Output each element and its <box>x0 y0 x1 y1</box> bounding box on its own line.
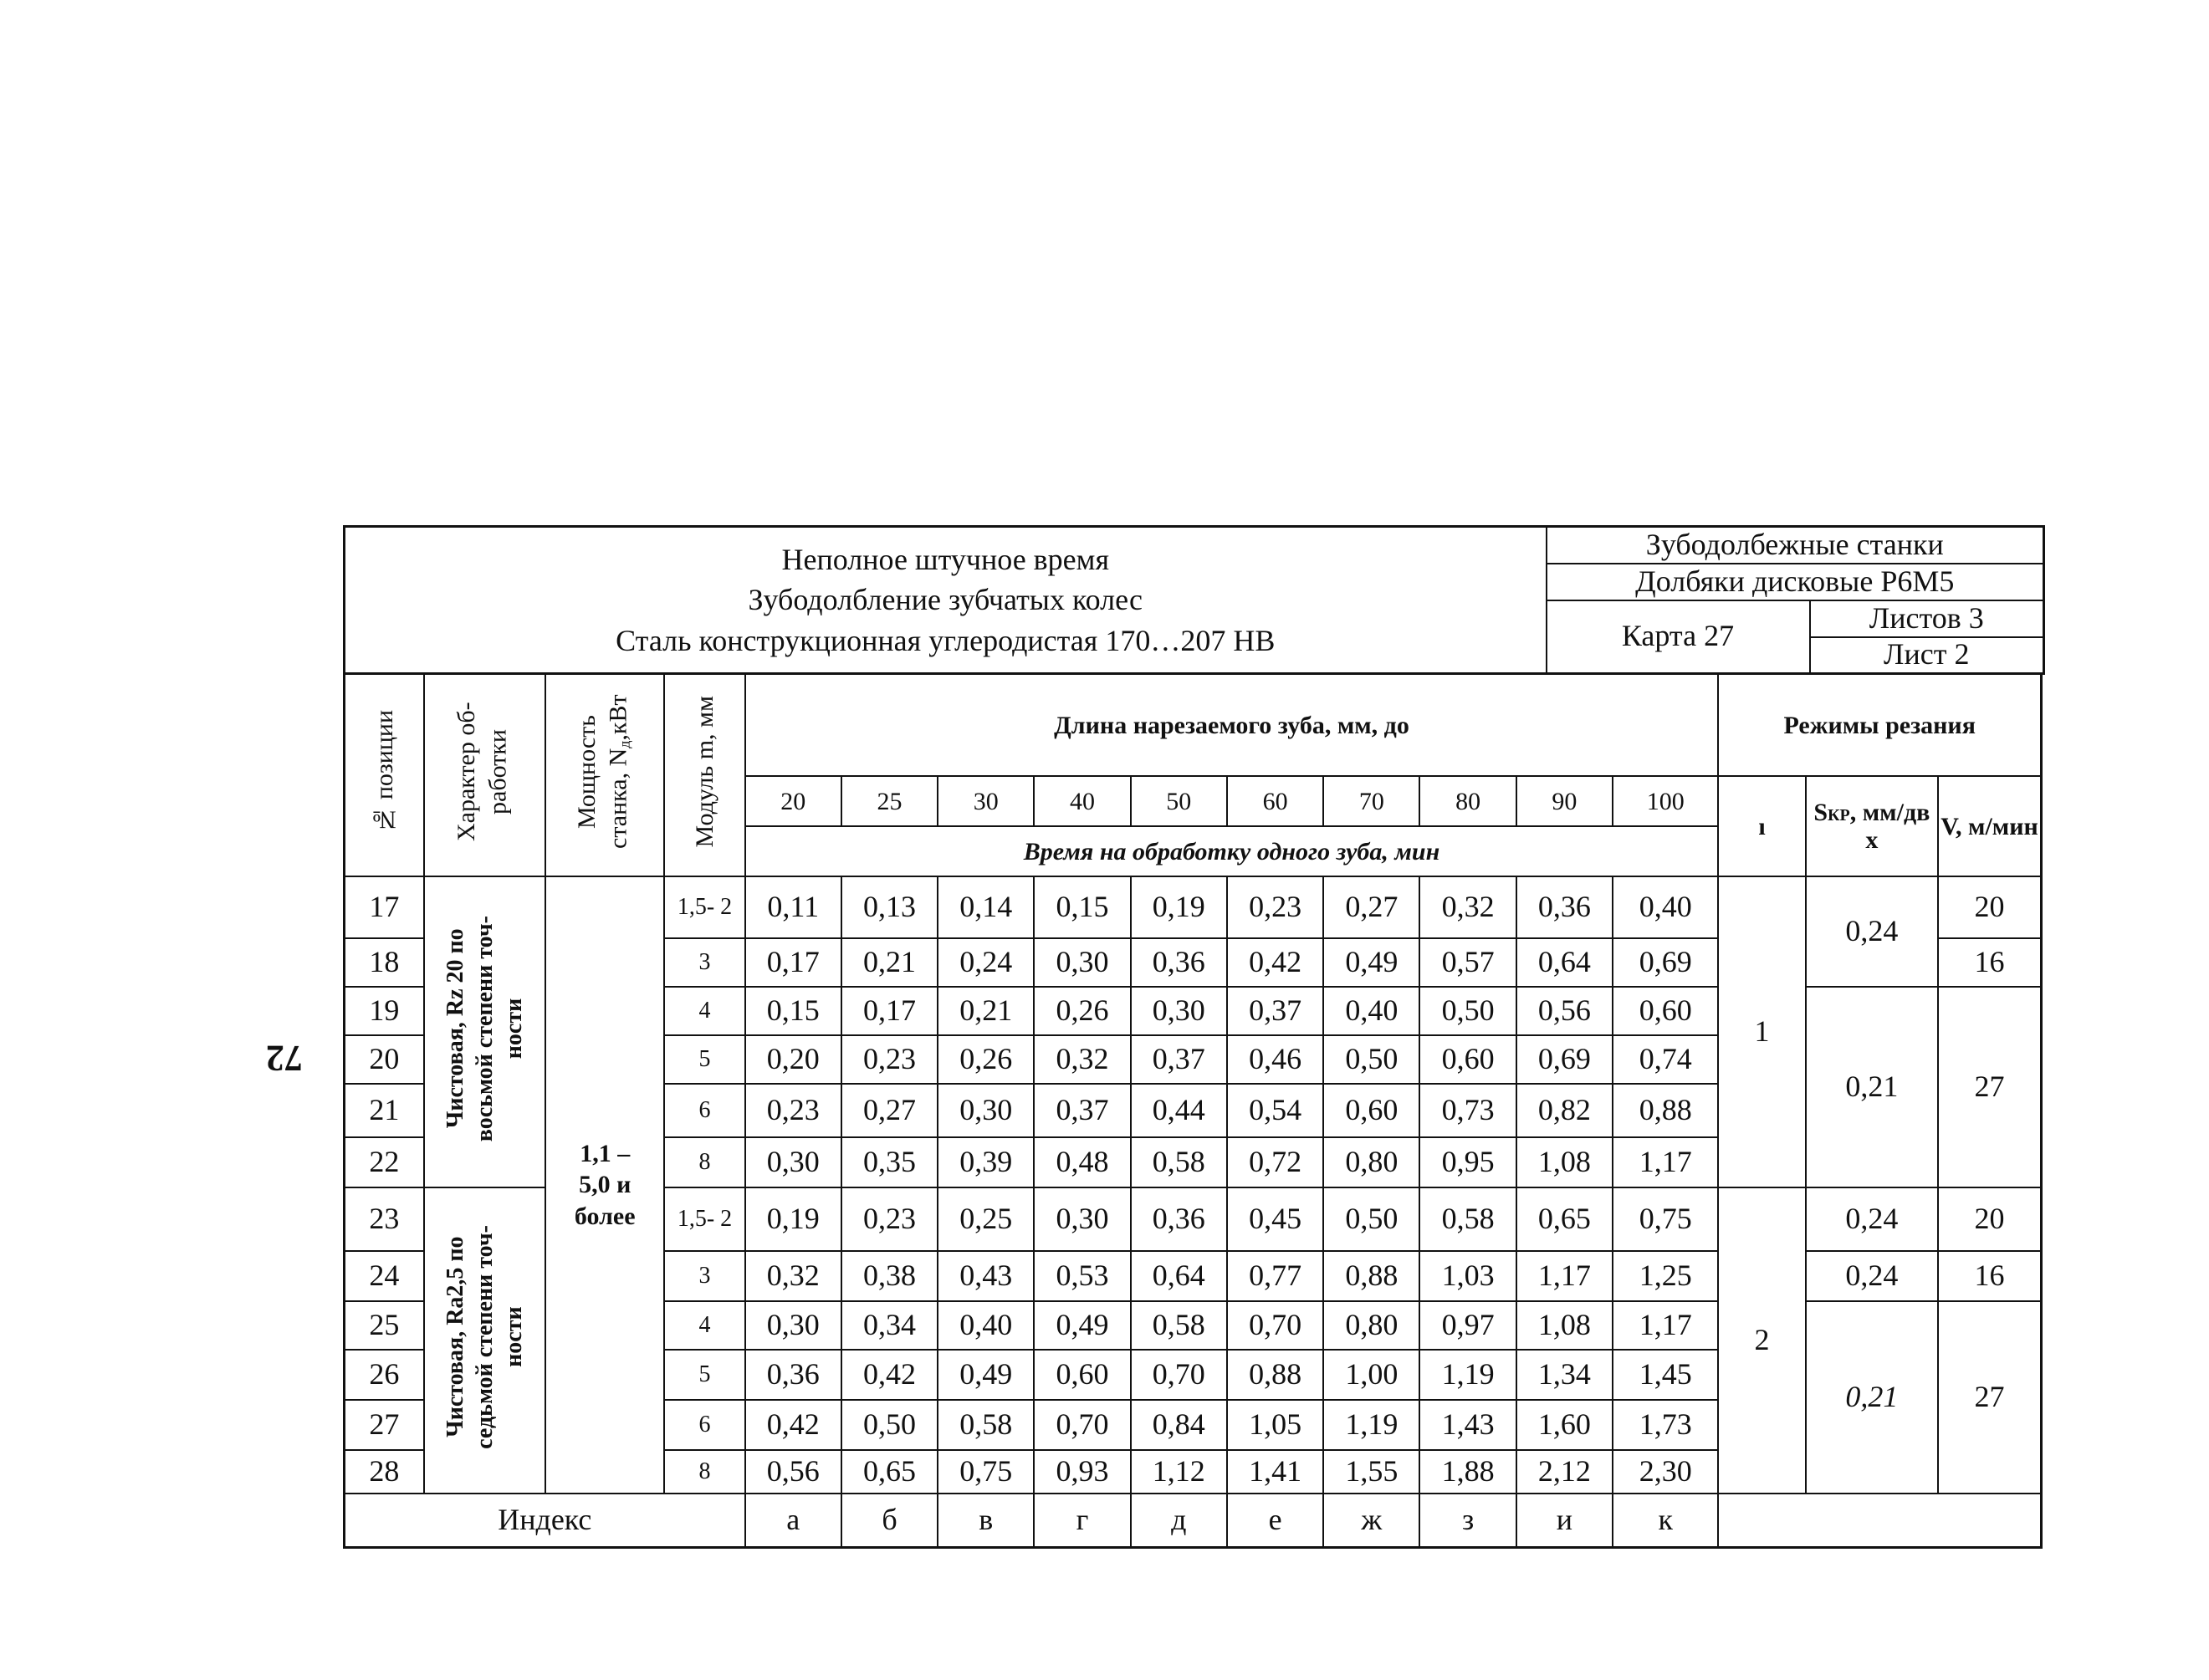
pos-cell: 27 <box>345 1400 424 1450</box>
v-cell: 20 <box>1938 1187 2041 1251</box>
time-cell: 0,46 <box>1227 1035 1323 1084</box>
title-line-2: Зубодолбление зубчатых колес <box>748 583 1143 617</box>
time-cell: 0,72 <box>1227 1137 1323 1187</box>
card-title <box>345 527 1547 674</box>
s-cell: 0,21 <box>1806 1301 1938 1494</box>
index-row <box>345 1494 2042 1547</box>
time-cell: 0,74 <box>1613 1035 1718 1084</box>
time-cell: 0,17 <box>745 938 841 987</box>
module-cell: 8 <box>664 1137 744 1187</box>
time-cell: 0,37 <box>1034 1084 1130 1137</box>
index-letter: д <box>1131 1494 1227 1547</box>
time-cell: 1,08 <box>1516 1301 1613 1350</box>
time-cell: 0,23 <box>841 1035 938 1084</box>
time-cell: 0,23 <box>1227 876 1323 938</box>
time-cell: 0,15 <box>1034 876 1130 938</box>
time-cell: 0,17 <box>841 987 938 1035</box>
sheets-total: Листов 3 <box>1810 600 2044 637</box>
pos-cell: 25 <box>345 1301 424 1350</box>
time-cell: 1,08 <box>1516 1137 1613 1187</box>
time-cell: 2,30 <box>1613 1450 1718 1494</box>
time-cell: 1,60 <box>1516 1400 1613 1450</box>
index-letter: е <box>1227 1494 1323 1547</box>
time-cell: 0,80 <box>1323 1137 1419 1187</box>
time-cell: 0,20 <box>745 1035 841 1084</box>
time-cell: 0,70 <box>1131 1350 1227 1400</box>
title-line-1: Неполное штучное время <box>781 542 1109 576</box>
table-row <box>345 876 2042 938</box>
time-cell: 0,69 <box>1613 938 1718 987</box>
time-cell: 0,60 <box>1323 1084 1419 1137</box>
machine-type: Зубодолбежные станки <box>1547 527 2044 564</box>
length-70: 70 <box>1323 776 1419 826</box>
time-cell: 0,56 <box>745 1450 841 1494</box>
length-20: 20 <box>745 776 841 826</box>
pos-cell: 28 <box>345 1450 424 1494</box>
i-group-2: 2 <box>1718 1187 1805 1494</box>
time-cell: 0,35 <box>841 1137 938 1187</box>
time-cell: 0,42 <box>745 1400 841 1450</box>
time-cell: 1,73 <box>1613 1400 1718 1450</box>
time-cell: 0,30 <box>745 1301 841 1350</box>
length-60: 60 <box>1227 776 1323 826</box>
length-25: 25 <box>841 776 938 826</box>
length-40: 40 <box>1034 776 1130 826</box>
time-cell: 0,95 <box>1419 1137 1516 1187</box>
time-cell: 0,23 <box>841 1187 938 1251</box>
index-letter: а <box>745 1494 841 1547</box>
time-cell: 0,49 <box>1034 1301 1130 1350</box>
i-group-1: 1 <box>1718 876 1805 1187</box>
v-cell: 16 <box>1938 1251 2041 1301</box>
time-cell: 1,88 <box>1419 1450 1516 1494</box>
time-cell: 0,21 <box>841 938 938 987</box>
module-cell: 3 <box>664 1251 744 1301</box>
time-cell: 0,30 <box>1034 1187 1130 1251</box>
time-cell: 0,82 <box>1516 1084 1613 1137</box>
time-cell: 0,43 <box>938 1251 1034 1301</box>
time-cell: 1,41 <box>1227 1450 1323 1494</box>
time-table <box>343 672 2043 1549</box>
length-50: 50 <box>1131 776 1227 826</box>
pos-cell: 22 <box>345 1137 424 1187</box>
length-90: 90 <box>1516 776 1613 826</box>
time-cell: 0,44 <box>1131 1084 1227 1137</box>
col-i-header: ı <box>1718 776 1805 876</box>
time-cell: 1,00 <box>1323 1350 1419 1400</box>
time-cell: 1,12 <box>1131 1450 1227 1494</box>
s-cell: 0,21 <box>1806 987 1938 1187</box>
time-cell: 1,43 <box>1419 1400 1516 1450</box>
time-cell: 0,58 <box>1419 1187 1516 1251</box>
time-cell: 0,58 <box>1131 1137 1227 1187</box>
s-cell: 0,24 <box>1806 1187 1938 1251</box>
time-cell: 0,19 <box>745 1187 841 1251</box>
pos-cell: 26 <box>345 1350 424 1400</box>
time-cell: 1,55 <box>1323 1450 1419 1494</box>
time-cell: 0,13 <box>841 876 938 938</box>
time-cell: 0,30 <box>1131 987 1227 1035</box>
time-cell: 0,30 <box>745 1137 841 1187</box>
pos-cell: 20 <box>345 1035 424 1084</box>
index-empty <box>1718 1494 2041 1547</box>
time-cell: 0,88 <box>1227 1350 1323 1400</box>
pos-cell: 24 <box>345 1251 424 1301</box>
module-cell: 3 <box>664 938 744 987</box>
card-number: Карта 27 <box>1547 600 1810 674</box>
length-100: 100 <box>1613 776 1718 826</box>
time-cell: 0,26 <box>1034 987 1130 1035</box>
time-cell: 0,60 <box>1613 987 1718 1035</box>
col-character-header: Характер об- работки <box>424 674 545 877</box>
time-cell: 0,36 <box>1516 876 1613 938</box>
length-30: 30 <box>938 776 1034 826</box>
time-cell: 0,40 <box>1323 987 1419 1035</box>
index-letter: г <box>1034 1494 1130 1547</box>
index-label: Индекс <box>345 1494 745 1547</box>
time-cell: 0,42 <box>1227 938 1323 987</box>
pos-cell: 21 <box>345 1084 424 1137</box>
time-cell: 0,27 <box>1323 876 1419 938</box>
time-cell: 0,75 <box>1613 1187 1718 1251</box>
module-cell: 1,5- 2 <box>664 1187 744 1251</box>
length-header: Длина нарезаемого зуба, мм, до <box>745 674 1719 777</box>
time-cell: 0,60 <box>1034 1350 1130 1400</box>
time-cell: 1,19 <box>1419 1350 1516 1400</box>
time-cell: 0,50 <box>1323 1035 1419 1084</box>
time-cell: 0,88 <box>1613 1084 1718 1137</box>
time-cell: 0,14 <box>938 876 1034 938</box>
time-cell: 0,60 <box>1419 1035 1516 1084</box>
time-cell: 0,53 <box>1034 1251 1130 1301</box>
module-cell: 8 <box>664 1450 744 1494</box>
time-cell: 0,23 <box>745 1084 841 1137</box>
time-cell: 0,40 <box>1613 876 1718 938</box>
index-letter: з <box>1419 1494 1516 1547</box>
time-cell: 0,37 <box>1131 1035 1227 1084</box>
time-cell: 0,70 <box>1227 1301 1323 1350</box>
time-cell: 0,32 <box>745 1251 841 1301</box>
v-cell: 27 <box>1938 987 2041 1187</box>
norm-card <box>343 525 2045 1549</box>
pos-cell: 19 <box>345 987 424 1035</box>
time-cell: 1,03 <box>1419 1251 1516 1301</box>
time-cell: 0,54 <box>1227 1084 1323 1137</box>
col-module-header: Модуль m, мм <box>664 674 744 877</box>
time-cell: 0,45 <box>1227 1187 1323 1251</box>
time-subheader: Время на обработку одного зуба, мин <box>745 826 1719 876</box>
time-cell: 1,17 <box>1516 1251 1613 1301</box>
module-cell: 6 <box>664 1084 744 1137</box>
time-cell: 1,17 <box>1613 1301 1718 1350</box>
time-cell: 0,42 <box>841 1350 938 1400</box>
time-cell: 1,17 <box>1613 1137 1718 1187</box>
time-cell: 0,48 <box>1034 1137 1130 1187</box>
time-cell: 0,15 <box>745 987 841 1035</box>
time-cell: 0,27 <box>841 1084 938 1137</box>
page-number: 72 <box>266 1038 303 1079</box>
character-group-2: Чистовая, Ra2,5 по седьмой степени точ- ности <box>424 1187 545 1494</box>
time-cell: 0,84 <box>1131 1400 1227 1450</box>
length-80: 80 <box>1419 776 1516 826</box>
index-letter: б <box>841 1494 938 1547</box>
index-letter: ж <box>1323 1494 1419 1547</box>
time-cell: 0,97 <box>1419 1301 1516 1350</box>
s-cell: 0,24 <box>1806 876 1938 987</box>
time-cell: 0,36 <box>1131 1187 1227 1251</box>
time-cell: 0,50 <box>1323 1187 1419 1251</box>
time-cell: 0,25 <box>938 1187 1034 1251</box>
time-cell: 0,65 <box>1516 1187 1613 1251</box>
time-cell: 0,21 <box>938 987 1034 1035</box>
v-cell: 20 <box>1938 876 2041 938</box>
index-letter: к <box>1613 1494 1718 1547</box>
time-cell: 0,69 <box>1516 1035 1613 1084</box>
time-cell: 0,39 <box>938 1137 1034 1187</box>
pos-cell: 18 <box>345 938 424 987</box>
time-cell: 0,26 <box>938 1035 1034 1084</box>
col-power-header: Мощность станка, $N_д,кВт$ <box>545 674 664 877</box>
time-cell: 0,24 <box>938 938 1034 987</box>
time-cell: 0,49 <box>938 1350 1034 1400</box>
time-cell: 0,64 <box>1131 1251 1227 1301</box>
time-cell: 0,77 <box>1227 1251 1323 1301</box>
time-cell: 0,36 <box>745 1350 841 1400</box>
col-position-header: № позиции <box>345 674 424 877</box>
time-cell: 1,25 <box>1613 1251 1718 1301</box>
pos-cell: 23 <box>345 1187 424 1251</box>
time-cell: 1,19 <box>1323 1400 1419 1450</box>
col-s-header: SКР, мм/дв х <box>1806 776 1938 876</box>
time-cell: 1,45 <box>1613 1350 1718 1400</box>
v-cell: 16 <box>1938 938 2041 987</box>
index-letter: и <box>1516 1494 1613 1547</box>
time-cell: 1,34 <box>1516 1350 1613 1400</box>
sheet-number: Лист 2 <box>1810 637 2044 674</box>
time-cell: 0,32 <box>1419 876 1516 938</box>
time-cell: 0,19 <box>1131 876 1227 938</box>
time-cell: 0,36 <box>1131 938 1227 987</box>
time-cell: 0,11 <box>745 876 841 938</box>
time-cell: 0,49 <box>1323 938 1419 987</box>
time-cell: 0,64 <box>1516 938 1613 987</box>
title-line-3: Сталь конструкционная углеродистая 170…207 НВ <box>616 623 1276 657</box>
character-group-1: Чистовая, Rz 20 по восьмой степени точ- ности <box>424 876 545 1187</box>
module-cell: 4 <box>664 987 744 1035</box>
time-cell: 0,30 <box>1034 938 1130 987</box>
time-cell: 1,05 <box>1227 1400 1323 1450</box>
power-value: 1,1 – 5,0 и более <box>545 876 664 1494</box>
col-v-header: V, м/мин <box>1938 776 2041 876</box>
time-cell: 0,65 <box>841 1450 938 1494</box>
v-cell: 27 <box>1938 1301 2041 1494</box>
time-cell: 0,58 <box>938 1400 1034 1450</box>
time-cell: 0,40 <box>938 1301 1034 1350</box>
time-cell: 0,88 <box>1323 1251 1419 1301</box>
time-cell: 0,50 <box>841 1400 938 1450</box>
module-cell: 1,5- 2 <box>664 876 744 938</box>
time-cell: 0,73 <box>1419 1084 1516 1137</box>
module-cell: 5 <box>664 1035 744 1084</box>
time-cell: 0,30 <box>938 1084 1034 1137</box>
card-header <box>343 525 2045 675</box>
pos-cell: 17 <box>345 876 424 938</box>
time-cell: 0,75 <box>938 1450 1034 1494</box>
time-cell: 0,70 <box>1034 1400 1130 1450</box>
time-cell: 0,50 <box>1419 987 1516 1035</box>
module-cell: 4 <box>664 1301 744 1350</box>
index-letter: в <box>938 1494 1034 1547</box>
modes-header: Режимы резания <box>1718 674 2041 777</box>
time-cell: 0,34 <box>841 1301 938 1350</box>
time-cell: 0,57 <box>1419 938 1516 987</box>
time-cell: 0,32 <box>1034 1035 1130 1084</box>
tool-type: Долбяки дисковые Р6М5 <box>1547 564 2044 600</box>
module-cell: 6 <box>664 1400 744 1450</box>
time-cell: 0,56 <box>1516 987 1613 1035</box>
time-cell: 0,58 <box>1131 1301 1227 1350</box>
time-cell: 0,38 <box>841 1251 938 1301</box>
time-cell: 2,12 <box>1516 1450 1613 1494</box>
time-cell: 0,80 <box>1323 1301 1419 1350</box>
time-cell: 0,37 <box>1227 987 1323 1035</box>
module-cell: 5 <box>664 1350 744 1400</box>
s-cell: 0,24 <box>1806 1251 1938 1301</box>
time-cell: 0,93 <box>1034 1450 1130 1494</box>
